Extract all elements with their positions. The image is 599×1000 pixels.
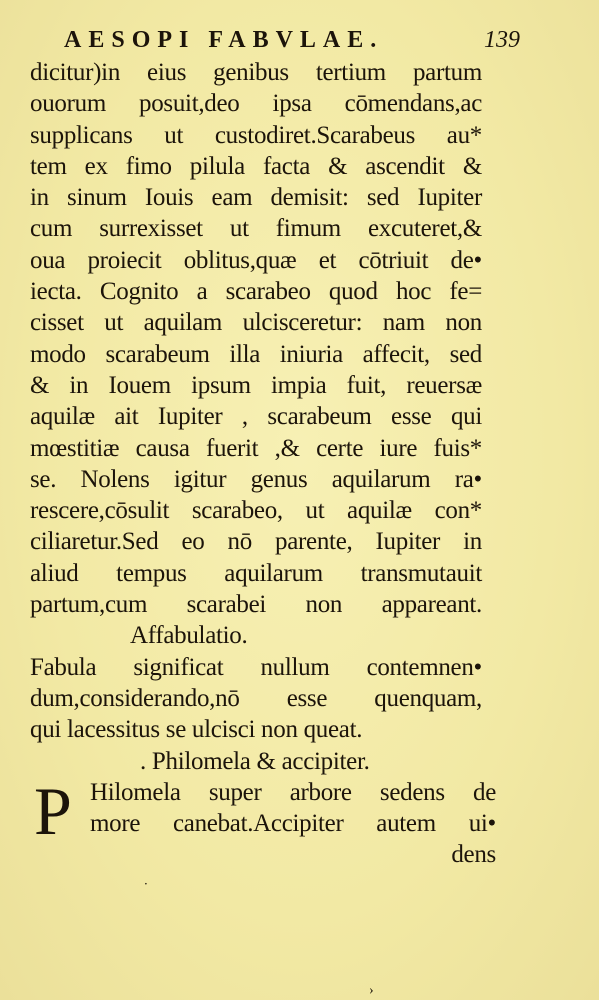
text-line: tem ex fimo pilula facta & ascendit & — [30, 152, 482, 180]
footer-mark: › — [369, 983, 374, 998]
moral-line: qui lacessitus se ulcisci non queat. — [30, 716, 363, 744]
text-line: dens — [451, 841, 496, 869]
text-line: aquilæ ait Iupiter , scarabeum esse qui — [30, 403, 482, 431]
text-line: in sinum Iouis eam demisit: sed Iupiter — [30, 184, 482, 212]
text-line: modo scarabeum illa iniuria affecit, sed — [30, 340, 482, 368]
running-head: AESOPI FABVLAE. — [64, 27, 384, 53]
text-line: iecta. Cognito a scarabeo quod hoc fe= — [30, 278, 482, 306]
text-line: rescere,cōsulit scarabeo, ut aquilæ con* — [30, 497, 482, 525]
text-line: oua proiecit oblitus,quæ et cōtriuit de• — [30, 246, 482, 274]
text-line: ciliaretur.Sed eo nō parente, Iupiter in — [30, 528, 482, 556]
fable-title: . Philomela & accipiter. — [140, 747, 370, 775]
page-number: 139 — [484, 27, 520, 53]
text-line: cum surrexisset ut fimum excuteret,& — [30, 215, 482, 243]
dropcap-lines — [90, 777, 496, 871]
text-line: partum,cum scarabei non appareant. — [30, 591, 482, 619]
text-line: se. Nolens igitur genus aquilarum ra• — [30, 465, 482, 493]
text-line: cisset ut aquilam ulcisceretur: nam non — [30, 309, 482, 337]
dropcap-paragraph — [30, 772, 496, 871]
text-line: supplicans ut custodiret.Scarabeus au* — [30, 121, 482, 149]
dropcap-letter: P — [34, 772, 72, 849]
text-line: aliud tempus aquilarum transmutauit — [30, 559, 482, 587]
ink-speck: · — [144, 877, 148, 891]
text-line: dicitur)in eius genibus tertium partum — [30, 59, 482, 86]
text-line: more canebat.Accipiter autem ui• — [90, 810, 496, 838]
text-line: & in Iouem ipsum impia fuit, reuersæ — [30, 371, 482, 399]
moral-line: Fabula significat nullum contemnen• — [30, 653, 482, 681]
moral-line: dum,considerando,nō esse quenquam, — [30, 684, 482, 712]
body-text — [30, 57, 496, 871]
text-line: Hilomela super arbore sedens de — [90, 778, 496, 806]
text-line: mœstitiæ causa fuerit ,& certe iure fuis* — [30, 434, 482, 462]
text-line: ouorum posuit,deo ipsa cōmendans,ac — [30, 90, 482, 118]
affabulatio-heading: Affabulatio. — [130, 622, 248, 650]
